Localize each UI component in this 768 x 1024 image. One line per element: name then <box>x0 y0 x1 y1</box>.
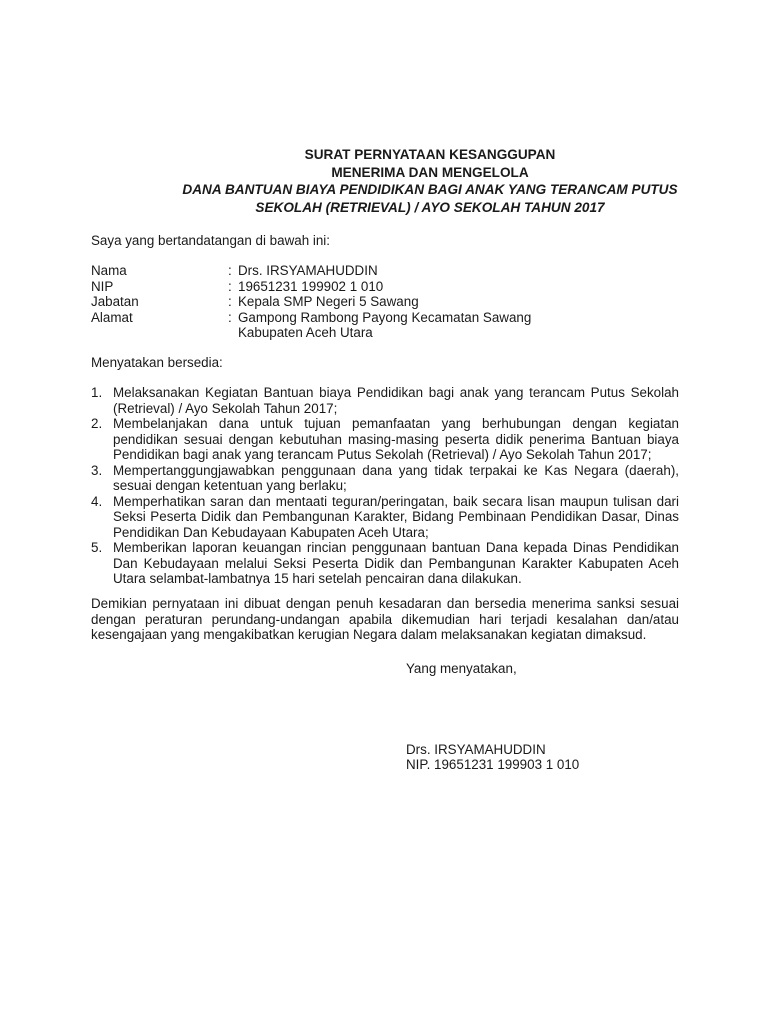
colon: : <box>228 309 232 325</box>
title-line-2: MENERIMA DAN MENGELOLA <box>331 164 529 180</box>
list-item-number: 4. <box>91 493 103 509</box>
alamat-value-continued: Kabupaten Aceh Utara <box>238 325 373 340</box>
identity-row-jabatan <box>91 294 651 310</box>
list-item-number: 2. <box>91 416 103 431</box>
alamat-value: Gampong Rambong Payong Kecamatan Sawang <box>238 309 532 325</box>
list-item <box>91 416 679 463</box>
list-item-text: Membelanjakan dana untuk tujuan pemanfaatan yang berhubungan dengan kegiatan pendidikan sesuai dengan kebutuhan masing-masing peserta didik penerima Bantuan biaya Pendidikan bagi anak yang terancam Putus Sekolah (Retrieval) / Ayo Sekolah Tahun 2017; <box>113 416 679 462</box>
list-item-text: Memberikan laporan keuangan rincian penggunaan bantuan Dana kepada Dinas Pendidikan Dan Kebudayaan melalui Seksi Peserta Didik dan Pembangunan Karakter Kabupaten Aceh Utara selambat-lambatnya 15 hari setelah pencairan dana dilakukan. <box>113 540 679 586</box>
list-item-number: 3. <box>91 462 103 478</box>
list-item-number: 5. <box>91 540 103 555</box>
list-item <box>91 463 679 494</box>
identity-block <box>91 263 651 341</box>
document-title <box>120 146 740 216</box>
signature-label: Yang menyatakan, <box>406 661 517 676</box>
list-item <box>91 494 679 541</box>
list-item-text: Mempertanggungjawabkan penggunaan dana yang tidak terpakai ke Kas Negara (daerah), sesuai dengan ketentuan yang berlaku; <box>113 462 679 493</box>
identity-row-nama <box>91 263 651 279</box>
intro-text: Saya yang bertandatangan di bawah ini: <box>91 233 330 248</box>
signatory-name: Drs. IRSYAMAHUDDIN <box>406 742 546 757</box>
closing-paragraph: Demikian pernyataan ini dibuat dengan penuh kesadaran dan bersedia menerima sanksi sesuai dengan peraturan perundang-undangan apabila dikemudian hari terjadi kesalahan dan/atau kesengajaan yang mengakibatkan kerugian Negara dalam melaksanakan kegiatan dimaksud. <box>91 596 679 642</box>
nip-label: NIP <box>91 278 114 294</box>
jabatan-value: Kepala SMP Negeri 5 Sawang <box>238 294 419 309</box>
title-line-1: SURAT PERNYATAAN KESANGGUPAN <box>304 147 556 162</box>
signatory-nip: NIP. 19651231 199903 1 010 <box>406 757 580 772</box>
title-line-3: DANA BANTUAN BIAYA PENDIDIKAN BAGI ANAK YANG TERANCAM PUTUS <box>182 182 678 197</box>
declaration-label: Menyatakan bersedia: <box>91 355 223 370</box>
colon: : <box>228 278 232 294</box>
list-item <box>91 385 679 416</box>
alamat-label: Alamat <box>91 309 133 325</box>
identity-row-nip <box>91 279 651 295</box>
colon: : <box>228 294 232 309</box>
nama-value: Drs. IRSYAMAHUDDIN <box>238 263 378 278</box>
nama-label: Nama <box>91 263 127 278</box>
jabatan-label: Jabatan <box>91 294 139 309</box>
colon: : <box>228 263 232 278</box>
list-item-number: 1. <box>91 385 103 400</box>
commitment-list <box>91 385 679 587</box>
list-item-text: Melaksanakan Kegiatan Bantuan biaya Pendidikan bagi anak yang terancam Putus Sekolah (Retrieval) / Ayo Sekolah Tahun 2017; <box>113 385 679 416</box>
list-item <box>91 540 679 587</box>
title-line-4: SEKOLAH (RETRIEVAL) / AYO SEKOLAH TAHUN 2017 <box>255 199 605 215</box>
nip-value: 19651231 199902 1 010 <box>238 278 384 294</box>
identity-row-alamat <box>91 310 651 326</box>
list-item-text: Memperhatikan saran dan mentaati teguran/peringatan, baik secara lisan maupun tulisan dari Seksi Peserta Didik dan Pembangunan Karakter, Bidang Pembinaan Pendidikan Dasar, Dinas Pendidikan Dan Kebudayaan Kabupaten Aceh Utara; <box>113 493 679 540</box>
